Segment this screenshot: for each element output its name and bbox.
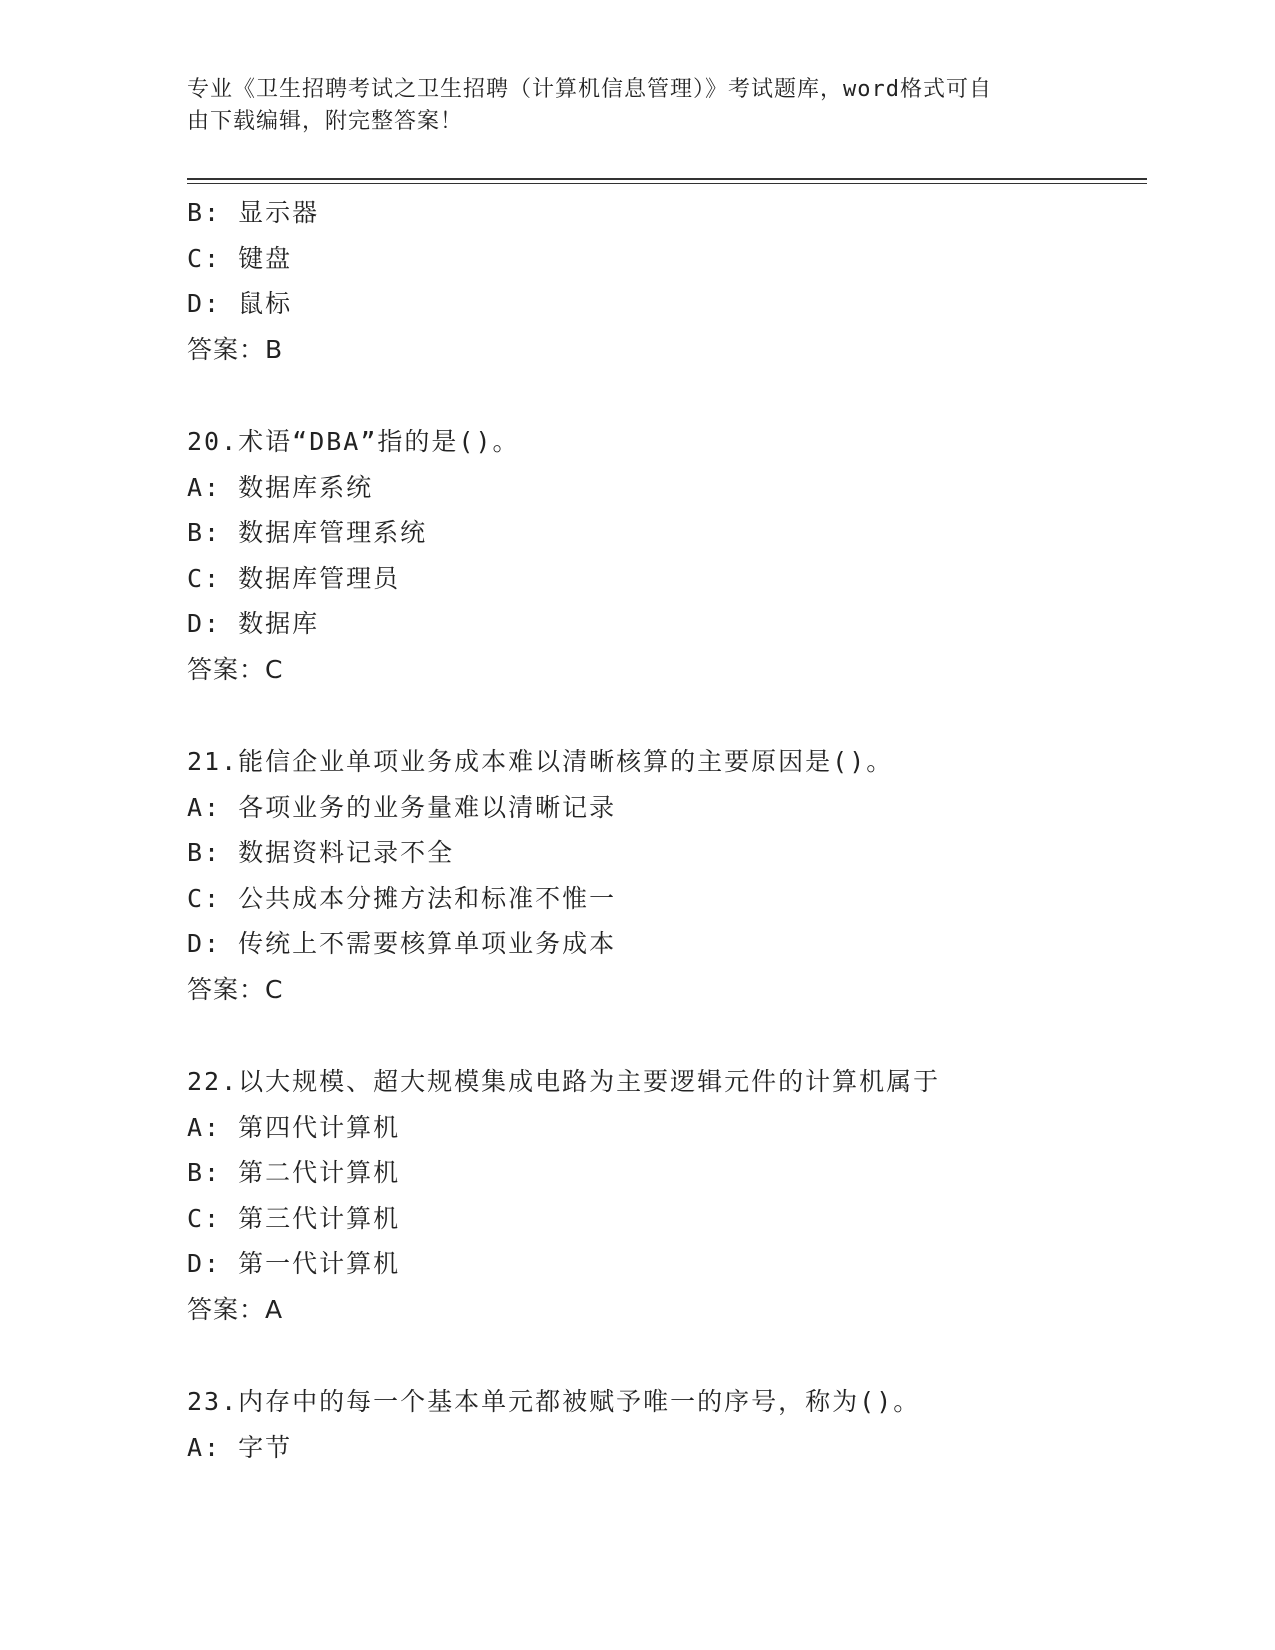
question-21: [187, 739, 1147, 1012]
option-c: C: 数据库管理员: [187, 563, 401, 593]
option-b: B: 第二代计算机: [187, 1158, 401, 1187]
question-19-continued: [187, 190, 1147, 372]
option-d: D: 传统上不需要核算单项业务成本: [187, 929, 617, 958]
option-a: A: 字节: [187, 1432, 293, 1462]
answer: 答案：C: [187, 974, 284, 1004]
question-stem: 21.能信企业单项业务成本难以清晰核算的主要原因是()。: [187, 747, 894, 776]
answer: 答案：A: [187, 1294, 284, 1324]
option-a: A: 数据库系统: [187, 472, 374, 502]
question-stem: 22.以大规模、超大规模集成电路为主要逻辑元件的计算机属于: [187, 1067, 941, 1096]
option-d: D: 数据库: [187, 609, 320, 638]
document-header: [187, 74, 1067, 138]
option-d: D: 鼠标: [187, 289, 293, 318]
question-stem: 20.术语“DBA”指的是()。: [187, 427, 520, 456]
option-a: A: 各项业务的业务量难以清晰记录: [187, 792, 617, 822]
header-divider: [187, 178, 1147, 184]
question-23: [187, 1379, 1147, 1470]
header-line-1: 专业《卫生招聘考试之卫生招聘（计算机信息管理）》考试题库，word格式可自: [187, 77, 992, 102]
option-b: B: 显示器: [187, 198, 320, 227]
option-b: B: 数据库管理系统: [187, 518, 428, 547]
option-a: A: 第四代计算机: [187, 1112, 401, 1142]
option-c: C: 第三代计算机: [187, 1203, 401, 1233]
header-line-2: 由下载编辑，附完整答案！: [187, 109, 464, 134]
option-c: C: 键盘: [187, 243, 293, 273]
answer: 答案：C: [187, 654, 284, 684]
option-c: C: 公共成本分摊方法和标准不惟一: [187, 883, 617, 913]
option-d: D: 第一代计算机: [187, 1249, 401, 1278]
question-list: [187, 190, 1147, 1470]
question-22: [187, 1059, 1147, 1332]
answer: 答案：B: [187, 334, 284, 364]
question-20: [187, 419, 1147, 692]
option-b: B: 数据资料记录不全: [187, 838, 455, 867]
question-stem: 23.内存中的每一个基本单元都被赋予唯一的序号，称为()。: [187, 1387, 921, 1416]
